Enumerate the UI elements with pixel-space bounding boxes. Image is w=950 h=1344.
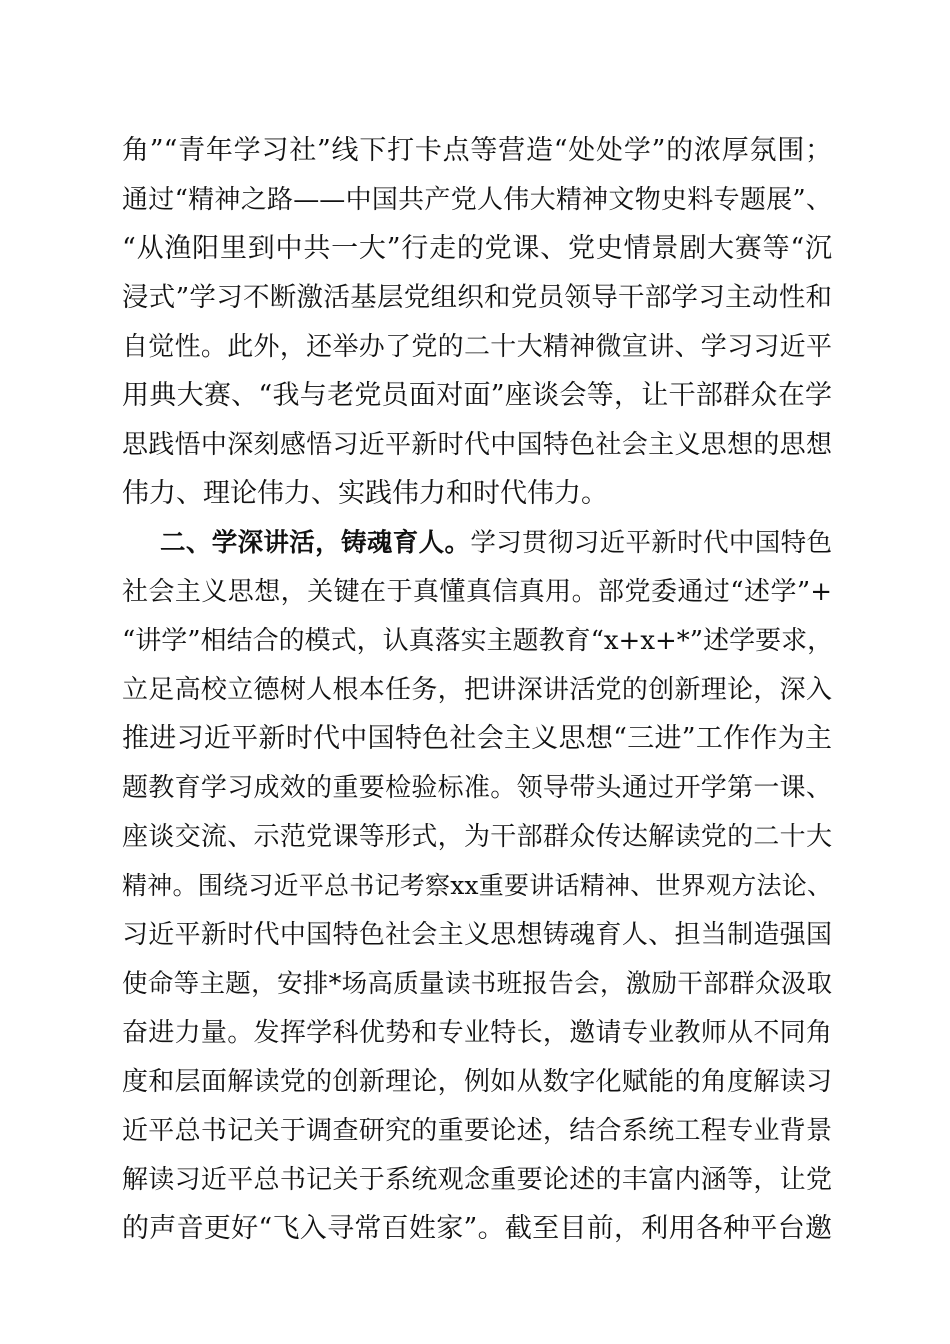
paragraph1-line-5: 自觉性。此外，还举办了党的二十大精神微宣讲、学习习近平: [122, 332, 832, 362]
paragraph2-line-9: 习近平新时代中国特色社会主义思想铸魂育人、担当制造强国: [122, 920, 832, 950]
paragraph2-line-11: 奋进力量。发挥学科优势和专业特长，邀请专业教师从不同角: [122, 1018, 832, 1048]
paragraph2-line-7: 座谈交流、示范党课等形式，为干部群众传达解读党的二十大: [122, 822, 832, 852]
paragraph2-line-2: 社会主义思想，关键在于真懂真信真用。部党委通过“述学”+: [122, 577, 832, 607]
paragraph2-line-5: 推进习近平新时代中国特色社会主义思想“三进”工作作为主: [122, 723, 832, 754]
paragraph2-line-12: 度和层面解读党的创新理论，例如从数字化赋能的角度解读习: [122, 1067, 832, 1097]
paragraph2-line-8: 精神。围绕习近平总书记考察xx重要讲话精神、世界观方法论、: [122, 871, 832, 900]
paragraph1-line-7: 思践悟中深刻感悟习近平新时代中国特色社会主义思想的思想: [122, 430, 832, 460]
paragraph1-line-4: 浸式”学习不断激活基层党组织和党员领导干部学习主动性和: [122, 282, 832, 313]
paragraph2-line-1: [160, 521, 832, 565]
paragraph2-line-1-text: 学习贯彻习近平新时代中国特色: [470, 528, 832, 558]
paragraph2-line-3: “讲学”相结合的模式，认真落实主题教育“x+x+*”述学要求，: [122, 626, 834, 656]
section-heading: 二、学深讲活，铸魂育人。: [160, 528, 471, 558]
paragraph2-line-4: 立足高校立德树人根本任务，把讲深讲活党的创新理论，深入: [122, 675, 832, 705]
paragraph2-line-15: 的声音更好“飞入寻常百姓家”。截至目前，利用各种平台邀: [122, 1213, 832, 1244]
paragraph2-line-6: 题教育学习成效的重要检验标准。领导带头通过开学第一课、: [122, 773, 832, 803]
paragraph1-line-6: 用典大赛、“我与老党员面对面”座谈会等，让干部群众在学: [122, 380, 832, 411]
paragraph1-line-8: 伟力、理论伟力、实践伟力和时代伟力。: [122, 478, 608, 509]
paragraph1-line-2: 通过“精神之路——中国共产党人伟大精神文物史料专题展”、: [122, 185, 832, 215]
paragraph2-line-10: 使命等主题，安排*场高质量读书班报告会，激励干部群众汲取: [122, 969, 832, 999]
paragraph1-line-3: “从渔阳里到中共一大”行走的党课、党史情景剧大赛等“沉: [122, 233, 832, 264]
paragraph2-line-13: 近平总书记关于调查研究的重要论述，结合系统工程专业背景: [122, 1116, 832, 1146]
paragraph2-line-14: 解读习近平总书记关于系统观念重要论述的丰富内涵等，让党: [122, 1165, 832, 1195]
paragraph1-line-1: 角”“青年学习社”线下打卡点等营造“处处学”的浓厚氛围；: [122, 135, 832, 166]
